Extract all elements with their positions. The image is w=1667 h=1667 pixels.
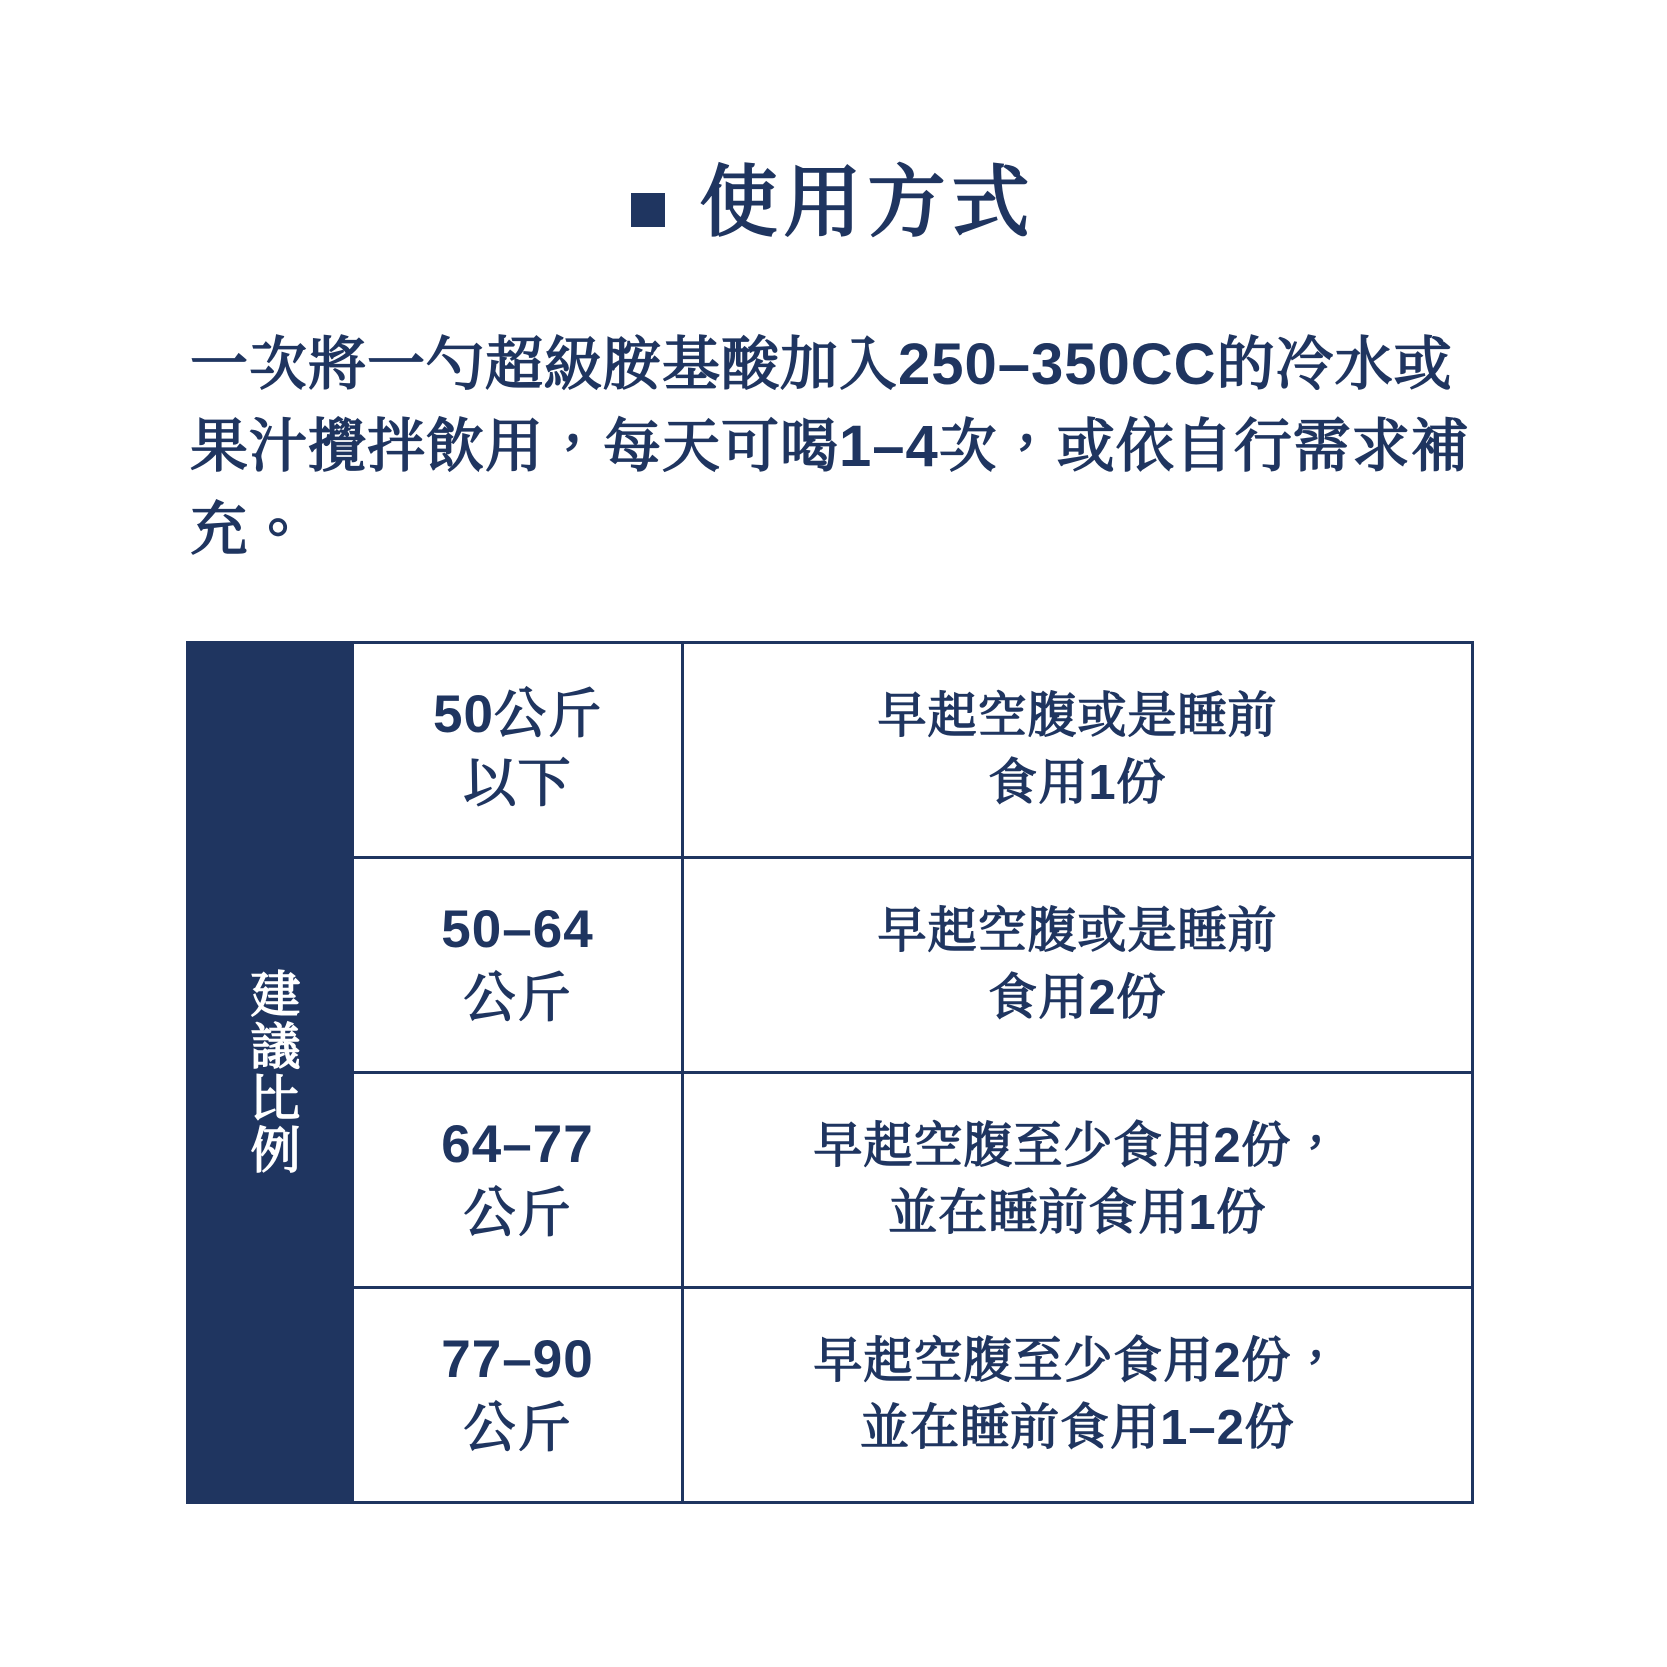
dosage-line-2: 並在睡前食用1份 bbox=[888, 1185, 1267, 1240]
table-row bbox=[354, 859, 1471, 1074]
weight-cell bbox=[354, 859, 684, 1071]
table-row-label: 建議比例 bbox=[189, 644, 354, 1501]
weight-line-1: 77–90 bbox=[441, 1329, 594, 1389]
table-row bbox=[354, 1289, 1471, 1501]
dosage-line-1: 早起空腹或是睡前 bbox=[877, 689, 1278, 744]
weight-cell bbox=[354, 1289, 684, 1501]
weight-line-1: 64–77 bbox=[441, 1114, 594, 1174]
dosage-cell bbox=[684, 859, 1471, 1071]
dosage-line-1: 早起空腹至少食用2份， bbox=[813, 1119, 1342, 1174]
table-body bbox=[354, 644, 1471, 1501]
dosage-line-1: 早起空腹至少食用2份， bbox=[813, 1334, 1342, 1389]
square-bullet-icon bbox=[631, 193, 665, 227]
weight-cell bbox=[354, 1074, 684, 1286]
dosage-line-1: 早起空腹或是睡前 bbox=[877, 904, 1278, 959]
page-title: 使用方式 bbox=[699, 158, 1036, 246]
table-row bbox=[354, 1074, 1471, 1289]
dosage-line-2: 並在睡前食用1–2份 bbox=[860, 1400, 1295, 1455]
dosage-cell bbox=[684, 644, 1471, 856]
weight-line-1: 50公斤 bbox=[433, 684, 602, 744]
table-row bbox=[354, 644, 1471, 859]
page-heading bbox=[190, 0, 1477, 246]
dosage-line-2: 食用2份 bbox=[988, 970, 1167, 1025]
dosage-table bbox=[186, 641, 1474, 1504]
weight-line-2: 公斤 bbox=[463, 1398, 572, 1458]
dosage-cell bbox=[684, 1074, 1471, 1286]
dosage-line-2: 食用1份 bbox=[988, 755, 1167, 810]
weight-line-1: 50–64 bbox=[441, 899, 594, 959]
weight-cell bbox=[354, 644, 684, 856]
dosage-cell bbox=[684, 1289, 1471, 1501]
intro-paragraph: 一次將一勺超級胺基酸加入250–350CC的冷水或果汁攪拌飲用，每天可喝1–4次，或依自行需求補充。 bbox=[190, 331, 1470, 562]
weight-line-2: 公斤 bbox=[463, 968, 572, 1028]
weight-line-2: 以下 bbox=[463, 753, 572, 813]
weight-line-2: 公斤 bbox=[463, 1183, 572, 1243]
